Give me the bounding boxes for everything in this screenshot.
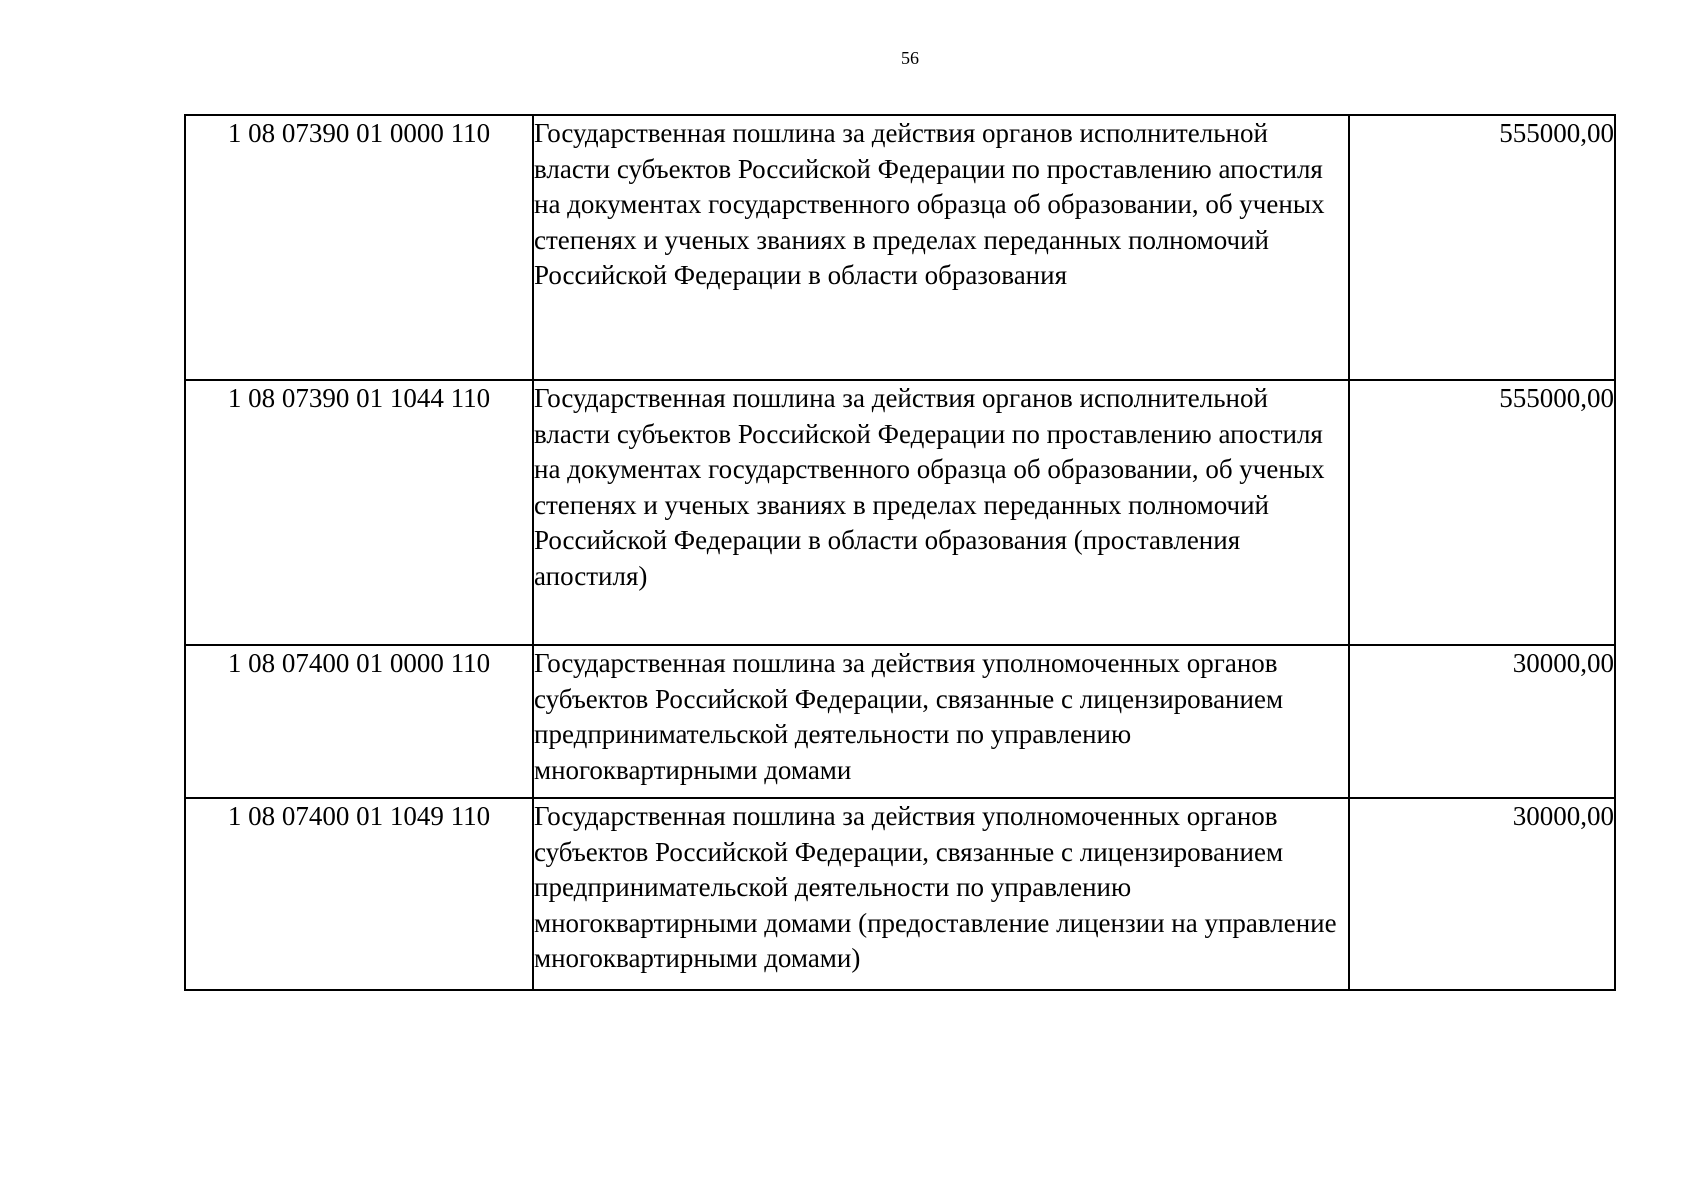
- revenue-amount-cell: 555000,00: [1349, 115, 1615, 380]
- revenue-amount-cell: 555000,00: [1349, 380, 1615, 645]
- revenue-code-cell: 1 08 07400 01 1049 110: [185, 798, 533, 990]
- table-row: [185, 798, 1615, 990]
- table-row: [185, 115, 1615, 380]
- revenue-code-cell: 1 08 07400 01 0000 110: [185, 645, 533, 798]
- table-row: [185, 645, 1615, 798]
- revenue-description-cell: Государственная пошлина за действия органов исполнительной власти субъектов Российской Федерации по проставлению апостиля на документах государственного образца об образовании, об ученых степенях и ученых званиях в пределах переданных полномочий Российской Федерации в области образования (проставления апостиля): [533, 380, 1349, 645]
- revenue-code-cell: 1 08 07390 01 0000 110: [185, 115, 533, 380]
- revenue-code-cell: 1 08 07390 01 1044 110: [185, 380, 533, 645]
- page-number: 56: [901, 48, 919, 68]
- revenue-amount-cell: 30000,00: [1349, 798, 1615, 990]
- revenue-amount-cell: 30000,00: [1349, 645, 1615, 798]
- revenue-description-cell: Государственная пошлина за действия уполномоченных органов субъектов Российской Федерации, связанные с лицензированием предпринимательской деятельности по управлению многоквартирными домами (предоставление лицензии на управление многоквартирными домами): [533, 798, 1349, 990]
- revenue-description-cell: Государственная пошлина за действия органов исполнительной власти субъектов Российской Федерации по проставлению апостиля на документах государственного образца об образовании, об ученых степенях и ученых званиях в пределах переданных полномочий Российской Федерации в области образования: [533, 115, 1349, 380]
- revenue-description-cell: Государственная пошлина за действия уполномоченных органов субъектов Российской Федерации, связанные с лицензированием предпринимательской деятельности по управлению многоквартирными домами: [533, 645, 1349, 798]
- budget-revenue-table: [184, 114, 1616, 991]
- table-row: [185, 380, 1615, 645]
